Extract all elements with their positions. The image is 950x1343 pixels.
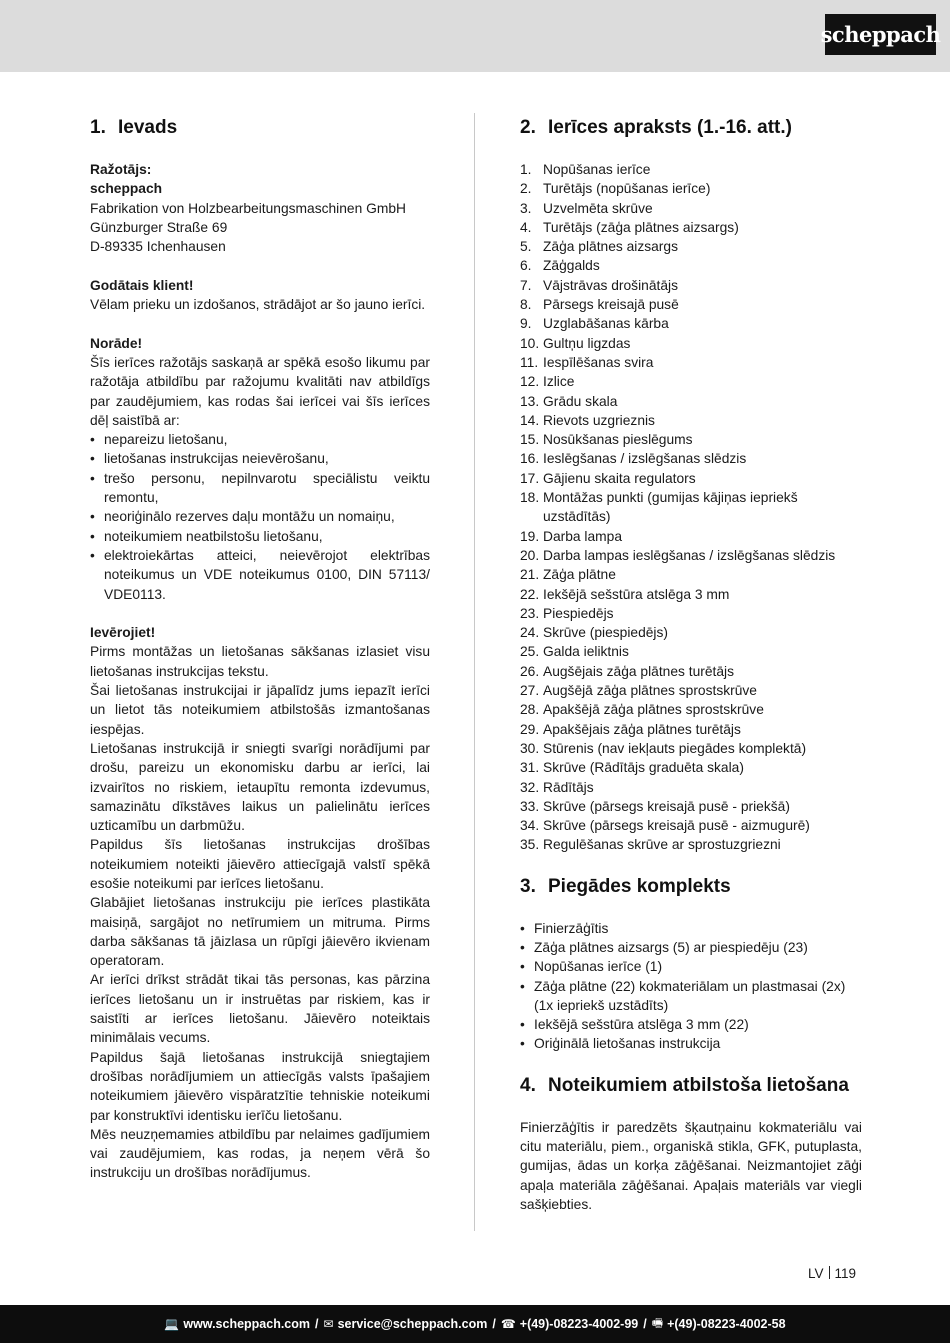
parts-list-item [520,758,862,777]
item-label: Augšējā zāģa plātnes sprostskrūve [543,683,757,699]
list-item: • Zāģa plātne (22) kokmateriālam un plastmasai (2x) (1x iepriekš uzstādīts) [520,977,862,1016]
item-number: 5. [520,239,532,255]
paragraph: Lietošanas instrukcijā ir sniegti svarīgi norādījumi par drošu, pareizu un ekonomisku darbu ar ierīci, lai izvairītos no riskiem, ietaupītu remonta izdevumus, samazinātu dīkstāves laikus un palielinātu ierīces uzticamību un darbmūžu. [90,740,430,834]
item-label: Iespīlēšanas svira [543,354,654,370]
item-label: Skrūve (pārsegs kreisajā pusē - priekšā) [543,798,790,814]
parts-list-item [520,218,862,237]
item-number: 11. [520,354,539,370]
manufacturer-name: scheppach [90,181,163,197]
parts-list-item [520,778,862,797]
parts-list-item [520,681,862,700]
section-3-title: 3. Piegādes komplekts [520,875,731,897]
parts-list-item [520,642,862,661]
item-label: Zāģa plātnes aizsargs [543,239,678,255]
item-label: Grādu skala [543,393,618,409]
parts-list-item [520,816,862,835]
item-number: 23. [520,605,540,621]
address-line: Fabrikation von Holzbearbeitungsmaschinen GmbH [90,200,406,216]
item-number: 34. [520,818,540,834]
footer-phone: +(49)-08223-4002-99 [519,1317,639,1331]
parts-list-item [520,353,862,372]
item-number: 17. [520,470,540,486]
item-number: 26. [520,663,540,679]
item-number: 2. [520,181,532,197]
item-number: 14. [520,412,540,428]
parts-list-item [520,411,862,430]
item-number: 9. [520,316,532,332]
fax-icon: 🖷 [651,1315,664,1330]
parts-list-item [520,604,862,623]
item-label: Turētājs (zāģa plātnes aizsargs) [543,219,739,235]
parts-list-item [520,392,862,411]
parts-list-item [520,739,862,758]
parts-list-item [520,835,862,854]
footer-website[interactable]: www.scheppach.com [183,1317,311,1331]
footer-separator: / [315,1317,319,1331]
item-number: 15. [520,432,540,448]
item-number: 8. [520,297,532,313]
item-label: Zāģgalds [543,258,600,274]
list-item: • trešo personu, nepilnvarotu speciālistu veiktu remontu, [90,469,430,508]
footer-fax: +(49)-08223-4002-58 [667,1317,786,1331]
page-number [808,1264,856,1284]
footer-separator: / [643,1317,647,1331]
parts-list-item [520,700,862,719]
language-code: LV [808,1266,824,1281]
item-label: Darba lampas ieslēgšanas / izslēgšanas slēdzis [543,547,836,563]
item-number: 3. [520,200,532,216]
address-line: D-89335 Ichenhausen [90,239,226,255]
item-number: 30. [520,740,540,756]
parts-list-item [520,256,862,275]
item-number: 28. [520,702,540,718]
list-item: • lietošanas instrukcijas neievērošanu, [90,449,430,468]
attention-block [90,623,430,1183]
item-number: 12. [520,374,540,390]
scheppach-logo: scheppach [825,14,936,55]
item-label: Stūrenis (nav iekļauts piegādes komplektā) [543,740,807,756]
note-block [90,334,430,604]
dear-customer-heading: Godātais klient! [90,277,194,293]
item-number: 21. [520,567,540,583]
item-number: 32. [520,779,540,795]
intended-use-text: Finierzāģītis ir paredzēts šķautņainu kokmateriālu vai citu materiālu, piem., organiskā stikla, GFK, putuplasta, gumijas, ādas un korķa zāģēšanai. Neizmantojiet zāģi apaļa materiāla zāģēšanai. Apaļais materiāls var viegli sašķiebties. [520,1119,862,1212]
item-label: Uzglabāšanas kārba [543,316,669,332]
section-1-title: 1. Ievads [90,117,178,138]
item-label: Skrūve (Rādītājs graduēta skala) [543,760,744,776]
section-2-title: 2. Ierīces apraksts (1.-16. att.) [520,117,792,138]
parts-list-item [520,276,862,295]
list-item: • neoriģinālo rezerves daļu montāžu un nomaiņu, [90,507,430,526]
address-line: Günzburger Straße 69 [90,219,228,235]
parts-list-item [520,662,862,681]
footer-separator: / [492,1317,496,1331]
manufacturer-block [90,160,430,256]
manufacturer-heading: Ražotājs: [90,162,152,177]
item-label: Darba lampa [543,528,622,544]
paragraph: Papildus šajā lietošanas instrukcijā sniegtajiem drošības norādījumiem un attiecīgās valsts īpašajiem noteikumiem jāievēro vispāratzītie tehniskie noteikumi par konstruktīvi identisku ierīču lietošanu. [90,1049,430,1123]
parts-list-item [520,179,862,198]
left-column [90,115,430,1202]
list-item: • noteikumiem neatbilstošu lietošanu, [90,527,430,546]
parts-list-item [520,720,862,739]
paragraph: Mēs neuzņemamies atbildību par nelaimes gadījumiem vai zaudējumiem, kas rodas, ja neņem vērā šo instrukciju un drošības norādījumus. [90,1126,430,1181]
list-item: • Oriģinālā lietošanas instrukcija [520,1034,862,1053]
item-label: Apakšējais zāģa plātnes turētājs [543,721,741,737]
item-label: Zāģa plātne [543,567,616,583]
paragraph: Šai lietošanas instrukcijai ir jāpalīdz jums iepazīt ierīci un lietot tās noteikumiem atbilstošās izmantošanas iespējas. [90,683,430,737]
item-number: 24. [520,625,540,641]
item-number: 29. [520,721,540,737]
item-number: 35. [520,837,540,853]
parts-list-item [520,546,862,565]
list-item: • Finierzāģītis [520,919,862,938]
parts-list [520,160,862,855]
list-item: • Nopūšanas ierīce (1) [520,957,862,976]
parts-list-item [520,527,862,546]
footer-bar [0,1305,950,1343]
item-number: 4. [520,219,532,235]
item-label: Rievots uzgrieznis [543,412,655,428]
item-number: 6. [520,258,532,274]
delivery-list [520,919,862,1054]
parts-list-item [520,160,862,179]
attention-heading: Ievērojiet! [90,625,156,641]
header-bar [0,0,950,72]
list-item: • elektroiekārtas atteici, neievērojot elektrības noteikumus un VDE noteikumus 0100, DIN 57113/ VDE0113. [90,546,430,604]
parts-list-item [520,334,862,353]
item-label: Nopūšanas ierīce [543,162,651,177]
item-label: Nosūkšanas pieslēgums [543,432,693,448]
parts-list-item [520,797,862,816]
dear-customer-text: Vēlam prieku un izdošanos, strādājot ar šo jauno ierīci. [90,297,426,313]
item-number: 13. [520,393,540,409]
note-heading: Norāde! [90,335,143,351]
mail-icon: ✉ [323,1317,334,1331]
phone-icon: ☎ [500,1317,516,1331]
page-separator [829,1266,830,1279]
list-item: • Zāģa plātnes aizsargs (5) ar piespiedēju (23) [520,938,862,957]
list-item: • nepareizu lietošanu, [90,430,430,449]
item-number: 25. [520,644,540,660]
parts-list-item [520,469,862,488]
parts-list-item [520,237,862,256]
parts-list-item [520,430,862,449]
item-number: 7. [520,277,532,293]
item-number: 10. [520,335,540,351]
parts-list-item [520,585,862,604]
item-label: Regulēšanas skrūve ar sprostuzgriezni [543,837,781,853]
item-label: Turētājs (nopūšanas ierīce) [543,181,711,197]
item-label: Gultņu ligzdas [543,335,631,351]
footer-email[interactable]: service@scheppach.com [337,1317,488,1331]
item-label: Izlice [543,374,575,390]
right-column [520,115,862,1214]
note-text: Šīs ierīces ražotājs saskaņā ar spēkā esošo likumu par ražotāja atbildību par ražojumu kvalitāti nav atbildīgs par zaudējumiem, kas rodas šai ierīcei vai šīs ierīces dēļ saistībā ar: [90,354,430,428]
item-number: 33. [520,798,540,814]
item-label: Skrūve (pārsegs kreisajā pusē - aizmugurē) [543,818,810,834]
item-label: Galda ieliktnis [543,644,629,660]
item-label: Augšējais zāģa plātnes turētājs [543,663,734,679]
parts-list-item [520,488,862,527]
parts-list-item [520,372,862,391]
item-label: Iekšējā sešstūra atslēga 3 mm [543,586,730,602]
item-number: 1. [520,162,532,177]
paragraph: Glabājiet lietošanas instrukciju pie ierīces plastikāta maisiņā, sargājot no netīrumiem un mitruma. Pirms darba sākšanas tā jāizlasa un rūpīgi jāievēro ikvienam operatoram. [90,895,430,969]
parts-list-item [520,295,862,314]
item-label: Gājienu skaita regulators [543,470,696,486]
parts-list-item [520,623,862,642]
dear-customer-block [90,276,430,315]
paragraph: Papildus šīs lietošanas instrukcijas drošības noteikumiem noteikti jāievēro attiecīgajā valstī spēkā esošie noteikumi par ierīces lietošanu. [90,837,430,891]
item-label: Montāžas punkti (gumijas kājiņas iepriekš uzstādītās) [543,490,798,525]
note-bullets [90,430,430,604]
item-number: 31. [520,760,540,776]
item-number: 16. [520,451,540,467]
column-divider [474,113,475,1231]
item-label: Skrūve (piespiedējs) [543,625,668,641]
item-number: 27. [520,683,540,699]
section-4-title: 4. Noteikumiem atbilstoša lietošana [520,1074,849,1096]
paragraph: Ar ierīci drīkst strādāt tikai tās personas, kas pārzina ierīces lietošanu un ir instruētas par riskiem, kas ir saistīti ar ierīces lietošanu. Jāievēro noteiktais minimālais vecums. [90,972,430,1046]
parts-list-item [520,199,862,218]
parts-list-item [520,565,862,584]
item-number: 18. [520,490,540,506]
item-label: Ieslēgšanas / izslēgšanas slēdzis [543,451,747,467]
item-label: Rādītājs [543,779,594,795]
page-number-value: 119 [834,1266,857,1281]
item-label: Piespiedējs [543,605,614,621]
parts-list-item [520,449,862,468]
item-label: Uzvelmēta skrūve [543,200,653,216]
item-label: Vājstrāvas drošinātājs [543,277,678,293]
paragraph: Pirms montāžas un lietošanas sākšanas izlasiet visu lietošanas instrukcijas tekstu. [90,644,430,679]
parts-list-item [520,314,862,333]
item-number: 20. [520,547,540,563]
item-label: Pārsegs kreisajā pusē [543,297,679,313]
item-number: 22. [520,586,540,602]
item-number: 19. [520,528,540,544]
list-item: • Iekšējā sešstūra atslēga 3 mm (22) [520,1015,862,1034]
computer-icon: 💻 [164,1317,180,1331]
item-label: Apakšējā zāģa plātnes sprostskrūve [543,702,764,718]
